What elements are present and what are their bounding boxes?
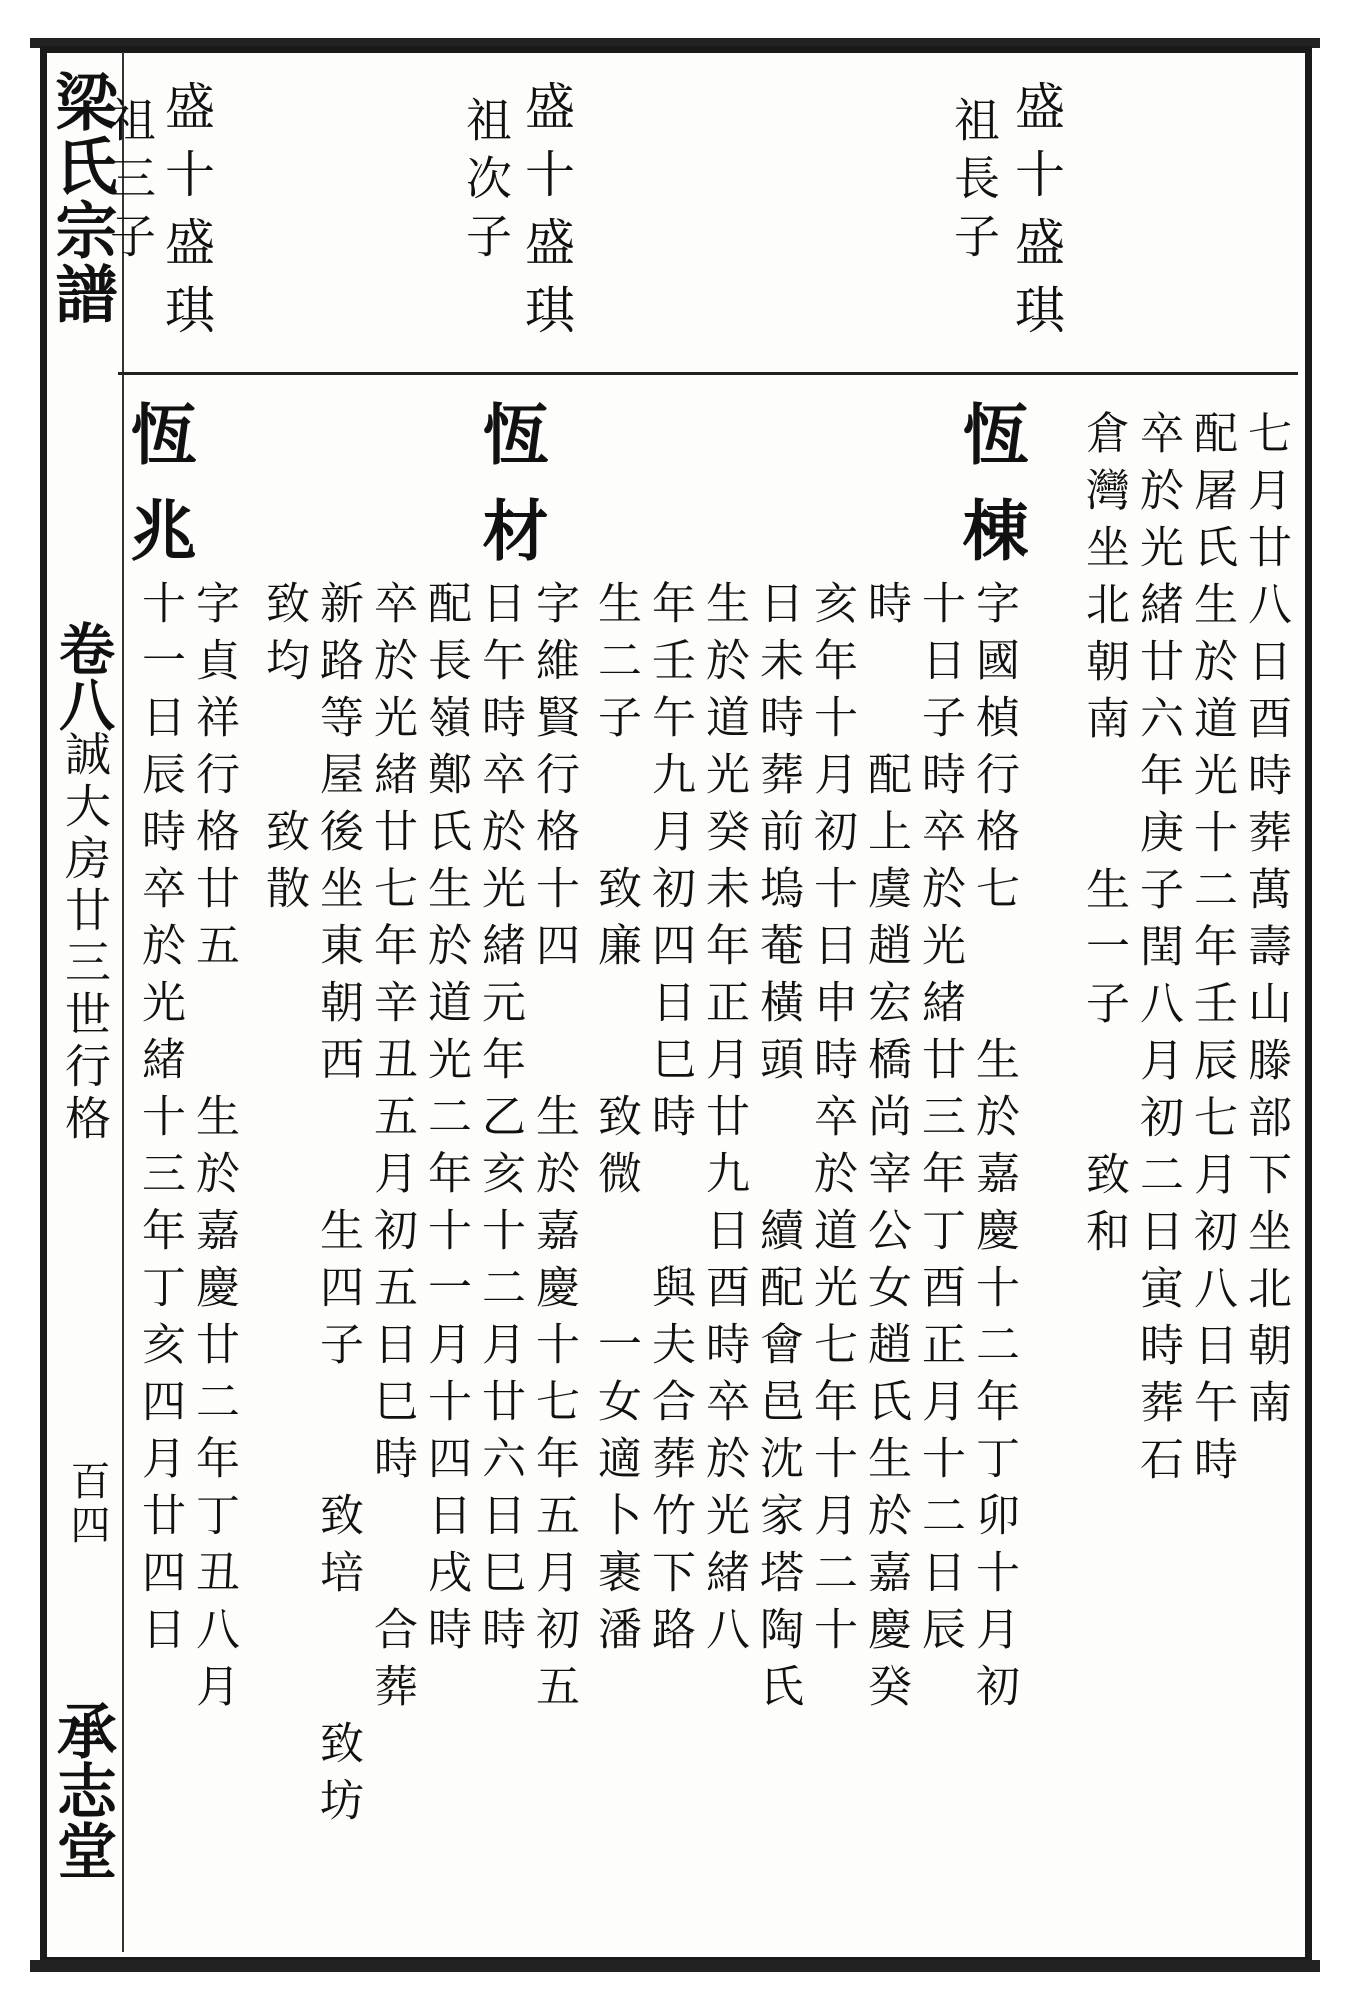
father-entry-3: 盛十盛琪 <box>157 80 215 352</box>
person-name-1: 恆棟 <box>951 400 1029 592</box>
page-number: 百四 <box>64 1460 110 1548</box>
continuation-column-2: 配屠氏生於道光十二年壬辰七月初八日午時 <box>1186 410 1237 1493</box>
father-entry-1: 盛十盛琪 <box>1007 80 1065 352</box>
book-title: 梁氏宗譜 <box>45 70 118 326</box>
person-2-column-6: 致均 致散 <box>258 580 309 922</box>
person-1-column-1: 字國楨行格七 生於嘉慶十二年丁卯十月初 <box>968 580 1019 1720</box>
person-name-2: 恆材 <box>471 400 549 592</box>
volume-label: 卷八 <box>50 620 116 732</box>
father-relation-1: 祖長子 <box>947 96 1001 270</box>
person-1-column-3: 時 配上虞趙宏橋尚宰公女趙氏生於嘉慶癸 <box>860 580 911 1720</box>
person-1-column-6: 生於道光癸未年正月廿九日酉時卒於光緒八 <box>698 580 749 1663</box>
person-2-column-5: 新路等屋後坐東朝西 生四子 致培 致坊 <box>312 580 363 1834</box>
person-3-column-2: 十一日辰時卒於光緒十三年丁亥四月廿四日 <box>134 580 185 1663</box>
person-1-column-7: 年壬午九月初四日巳時 與夫合葬竹下路 <box>644 580 695 1663</box>
father-entry-2: 盛十盛琪 <box>517 80 575 352</box>
continuation-column-4: 倉灣坐北朝南 生一子 致和 <box>1078 410 1129 1265</box>
person-2-column-4: 卒於光緒廿七年辛丑五月初五日巳時 合葬 <box>366 580 417 1720</box>
bottom-border-rule <box>30 1960 1320 1972</box>
person-1-column-5: 日未時葬前塢菴橫頭 續配會邑沈家塔陶氏 <box>752 580 803 1720</box>
father-relation-2: 祖次子 <box>459 96 513 270</box>
continuation-column-3: 卒於光緒廿六年庚子閏八月初二日寅時葬石 <box>1132 410 1183 1493</box>
person-1-column-2: 十日子時卒於光緒廿三年丁酉正月十二日辰 <box>914 580 965 1663</box>
register-divider <box>118 372 1298 375</box>
continuation-column-1: 七月廿八日酉時葬萬壽山滕部下坐北朝南 <box>1240 410 1291 1436</box>
person-3-column-1: 字貞祥行格廿五 生於嘉慶廿二年丁丑八月 <box>188 580 239 1720</box>
father-relation-3: 祖三子 <box>103 96 157 270</box>
person-name-3: 恆兆 <box>119 400 197 592</box>
section-label: 誠大房廿三世行格 <box>58 730 112 1146</box>
hall-name: 承志堂 <box>47 1700 117 1880</box>
person-1-column-8: 生二子 致廉 致微 一女適卜裹潘 <box>590 580 641 1663</box>
person-1-column-4: 亥年十月初十日申時卒於道光七年十月二十 <box>806 580 857 1663</box>
person-2-column-3: 配長嶺鄭氏生於道光二年十一月十四日戌時 <box>420 580 471 1663</box>
person-2-column-2: 日午時卒於光緒元年乙亥十二月廿六日巳時 <box>474 580 525 1663</box>
person-2-column-1: 字維賢行格十四 生於嘉慶十七年五月初五 <box>528 580 579 1720</box>
